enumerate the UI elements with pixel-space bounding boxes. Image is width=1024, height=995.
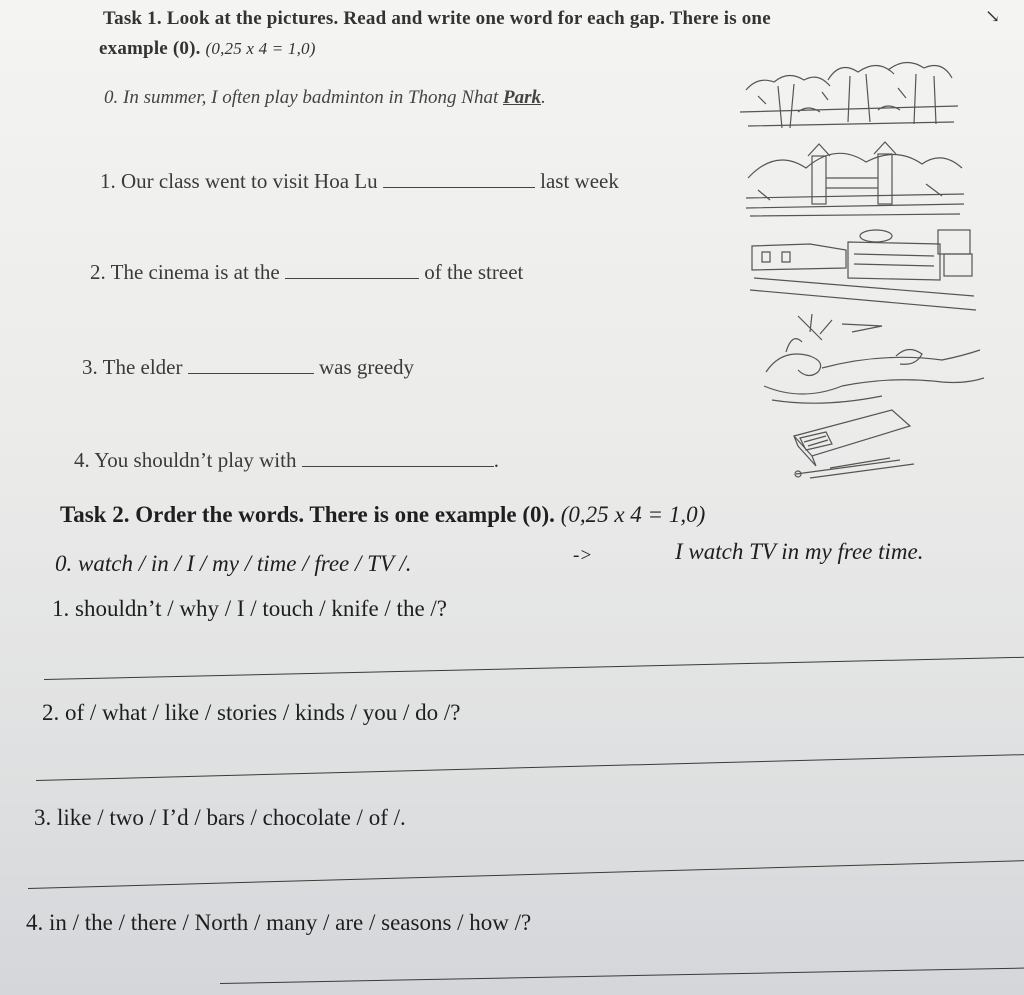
answer-blank-3[interactable] — [188, 355, 314, 374]
corner-mark: ↘ — [985, 6, 1001, 26]
task2-title: Task 2. Order the words. There is one example (0). (0,25 x 4 = 1,0) — [60, 502, 706, 527]
task2-points: (0,25 x 4 = 1,0) — [560, 502, 706, 527]
task1-example: 0. In summer, I often play badminton in Thong Nhat Park. — [104, 87, 546, 108]
task1-question-1: 1. Our class went to visit Hoa Lu last week — [100, 169, 619, 193]
answer-line-4[interactable] — [220, 968, 1024, 984]
task1-question-3: 3. The elder was greedy — [82, 355, 415, 379]
example-arrow: -> — [573, 545, 593, 566]
task1-points: (0,25 x 4 = 1,0) — [205, 39, 316, 58]
river-dragon-picture — [762, 312, 984, 408]
task2-question-1: 1. shouldn’t / why / I / touch / knife / the /? — [52, 596, 447, 621]
task2-question-4: 4. in / the / there / North / many / are / seasons / how /? — [26, 910, 532, 935]
matches-picture — [790, 404, 920, 482]
answer-blank-2[interactable] — [285, 260, 419, 279]
task2-question-3: 3. like / two / I’d / bars / chocolate / of /. — [34, 805, 406, 830]
street-cinema-picture — [750, 224, 976, 312]
task1-question-4: 4. You shouldn’t play with . — [74, 448, 499, 472]
answer-line-1[interactable] — [44, 657, 1024, 680]
answer-blank-1[interactable] — [383, 169, 535, 188]
hoa-lu-temple-picture — [746, 138, 966, 220]
task2-example-answer: I watch TV in my free time. — [675, 539, 924, 564]
park-picture — [738, 52, 960, 134]
answer-blank-4[interactable] — [302, 448, 494, 467]
task1-title-line2: example (0). (0,25 x 4 = 1,0) — [99, 38, 316, 59]
task1-question-2: 2. The cinema is at the of the street — [90, 260, 524, 284]
answer-line-3[interactable] — [28, 860, 1024, 889]
task2-question-2: 2. of / what / like / stories / kinds / you / do /? — [42, 700, 461, 725]
task2-example-question: 0. watch / in / I / my / time / free / TV /. — [55, 551, 412, 576]
answer-line-2[interactable] — [36, 754, 1024, 781]
task1-title: Task 1. Look at the pictures. Read and write one word for each gap. There is one — [103, 8, 771, 29]
example-answer: Park — [503, 87, 541, 108]
